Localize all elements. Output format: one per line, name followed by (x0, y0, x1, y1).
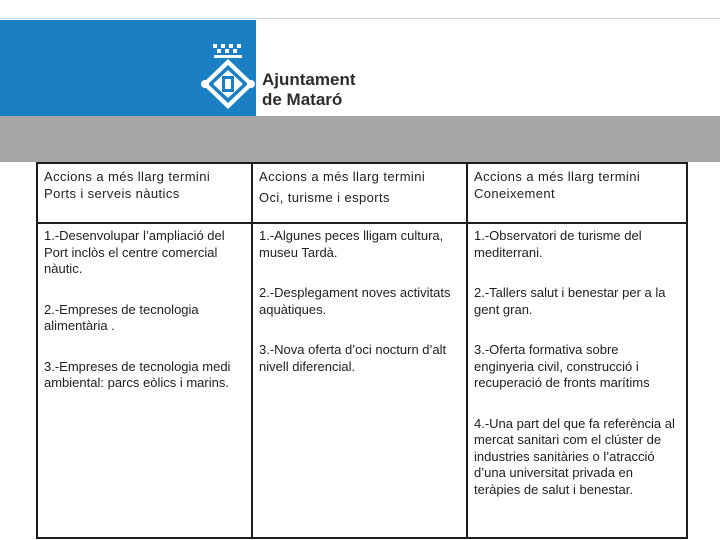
header-cell-oci (252, 163, 467, 223)
top-divider (0, 18, 720, 19)
header-gray-band (0, 116, 720, 162)
body-cell-oci (252, 223, 467, 538)
list-item: 1.-Desenvolupar l’ampliació del Port inclòs el centre comercial nàutic. (44, 228, 225, 276)
header-title: Accions a més llarg termini (474, 169, 641, 184)
logo-line-1: Ajuntament (262, 70, 356, 89)
list-item: 1.-Observatori de turisme del mediterrani. (474, 228, 642, 260)
header-cell-coneixement (467, 163, 687, 223)
header-cell-ports (37, 163, 252, 223)
table-body-row (37, 223, 687, 538)
list-item: 2.-Tallers salut i benestar per a la gent gran. (474, 285, 666, 317)
list-item: 3.-Empreses de tecnologia medi ambiental: parcs eòlics i marins. (44, 358, 231, 390)
coat-of-arms-logo-icon (196, 42, 260, 112)
logo-wordmark (262, 70, 356, 110)
table-header-row (37, 163, 687, 223)
logo-line-2: de Mataró (262, 90, 343, 109)
body-cell-ports (37, 223, 252, 538)
header-subtitle: Oci, turisme i esports (259, 189, 390, 205)
header-subtitle: Coneixement (474, 185, 555, 201)
list-item: 2.-Desplegament noves activitats aquàtiques. (259, 285, 451, 317)
list-item: 3.-Oferta formativa sobre enginyeria civil, construcció i recuperació de fronts marítims (474, 342, 650, 390)
body-cell-coneixement (467, 223, 687, 538)
header-subtitle: Ports i serveis nàutics (44, 185, 180, 201)
actions-table (36, 162, 688, 539)
header-title: Accions a més llarg termini (259, 169, 426, 184)
list-item: 4.-Una part del que fa referència al mercat sanitari com el clúster de industries sanitàries o l’atracció d’una universitat privada en teràpies de salut i benestar. (474, 415, 675, 497)
header-title: Accions a més llarg termini (44, 169, 211, 184)
list-item: 3.-Nova oferta d’oci nocturn d’alt nivell diferencial. (259, 342, 447, 374)
list-item: 2.-Empreses de tecnologia alimentària . (44, 301, 199, 333)
list-item: 1.-Algunes peces lligam cultura, museu Tardà. (259, 228, 444, 260)
